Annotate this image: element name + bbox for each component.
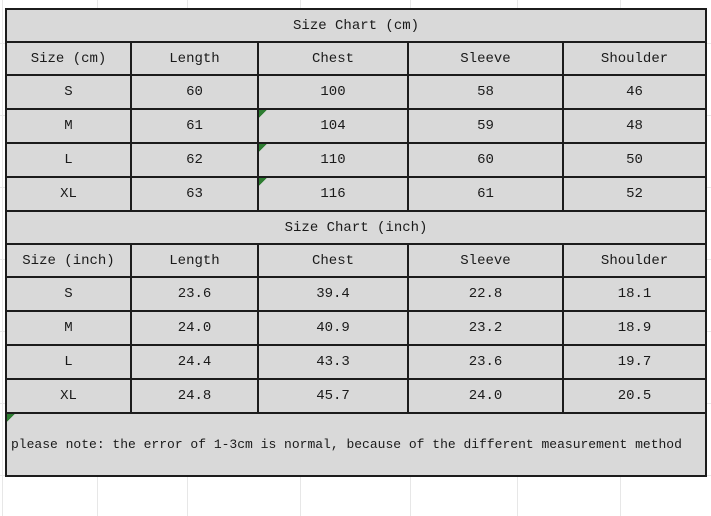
- col-header-size-cm: Size (cm): [6, 42, 131, 75]
- inch-l-size: L: [6, 345, 131, 379]
- cm-m-size: M: [6, 109, 131, 143]
- cm-m-shoulder: 48: [563, 109, 706, 143]
- cm-section-title: [6, 9, 706, 42]
- col-header-chest: Chest: [258, 42, 408, 75]
- cm-l-length: 62: [131, 143, 258, 177]
- table-row: [6, 177, 706, 211]
- col-header-size-inch: Size (inch): [6, 244, 131, 277]
- cm-s-chest: 100: [258, 75, 408, 109]
- measurement-note-cell: [6, 413, 706, 476]
- cm-xl-chest: 116: [258, 177, 408, 211]
- cell-error-marker-icon: [259, 110, 267, 118]
- inch-s-length: 23.6: [131, 277, 258, 311]
- table-row: [6, 244, 706, 277]
- cm-l-chest: 110: [258, 143, 408, 177]
- table-row: [6, 9, 706, 42]
- inch-section-title-text: Size Chart (inch): [284, 219, 428, 236]
- size-chart-table: [5, 8, 707, 477]
- inch-section-title: [6, 211, 706, 244]
- table-row: [6, 211, 706, 244]
- inch-m-chest: 40.9: [258, 311, 408, 345]
- cell-error-marker-icon: [7, 414, 15, 422]
- cm-s-size: S: [6, 75, 131, 109]
- cm-xl-size: XL: [6, 177, 131, 211]
- inch-xl-shoulder: 20.5: [563, 379, 706, 413]
- inch-s-size: S: [6, 277, 131, 311]
- cm-m-sleeve: 59: [408, 109, 563, 143]
- table-row: [6, 75, 706, 109]
- table-row: [6, 413, 706, 476]
- inch-m-size: M: [6, 311, 131, 345]
- table-row: [6, 311, 706, 345]
- cm-m-chest: 104: [258, 109, 408, 143]
- col-header-sleeve: Sleeve: [408, 42, 563, 75]
- cm-l-sleeve: 60: [408, 143, 563, 177]
- cm-m-length: 61: [131, 109, 258, 143]
- table-row: [6, 143, 706, 177]
- cm-s-sleeve: 58: [408, 75, 563, 109]
- cell-error-marker-icon: [259, 144, 267, 152]
- cm-xl-shoulder: 52: [563, 177, 706, 211]
- col-header-shoulder: Shoulder: [563, 244, 706, 277]
- inch-s-shoulder: 18.1: [563, 277, 706, 311]
- cm-s-length: 60: [131, 75, 258, 109]
- table-row: [6, 109, 706, 143]
- inch-xl-size: XL: [6, 379, 131, 413]
- cm-xl-length: 63: [131, 177, 258, 211]
- inch-xl-length: 24.8: [131, 379, 258, 413]
- col-header-length: Length: [131, 42, 258, 75]
- col-header-length: Length: [131, 244, 258, 277]
- cm-section-title-text: Size Chart (cm): [293, 17, 420, 34]
- inch-s-chest: 39.4: [258, 277, 408, 311]
- inch-l-shoulder: 19.7: [563, 345, 706, 379]
- table-row: [6, 379, 706, 413]
- inch-l-sleeve: 23.6: [408, 345, 563, 379]
- col-header-sleeve: Sleeve: [408, 244, 563, 277]
- table-row: [6, 277, 706, 311]
- measurement-note-text: please note: the error of 1-3cm is normal, because of the different measurement method: [11, 437, 682, 452]
- cell-error-marker-icon: [259, 178, 267, 186]
- col-header-chest: Chest: [258, 244, 408, 277]
- inch-xl-sleeve: 24.0: [408, 379, 563, 413]
- inch-l-length: 24.4: [131, 345, 258, 379]
- inch-m-sleeve: 23.2: [408, 311, 563, 345]
- inch-s-sleeve: 22.8: [408, 277, 563, 311]
- cm-xl-sleeve: 61: [408, 177, 563, 211]
- inch-xl-chest: 45.7: [258, 379, 408, 413]
- inch-m-length: 24.0: [131, 311, 258, 345]
- inch-m-shoulder: 18.9: [563, 311, 706, 345]
- col-header-shoulder: Shoulder: [563, 42, 706, 75]
- table-row: [6, 345, 706, 379]
- inch-l-chest: 43.3: [258, 345, 408, 379]
- table-row: [6, 42, 706, 75]
- cm-l-size: L: [6, 143, 131, 177]
- background-gridline: [2, 0, 3, 516]
- cm-s-shoulder: 46: [563, 75, 706, 109]
- cm-l-shoulder: 50: [563, 143, 706, 177]
